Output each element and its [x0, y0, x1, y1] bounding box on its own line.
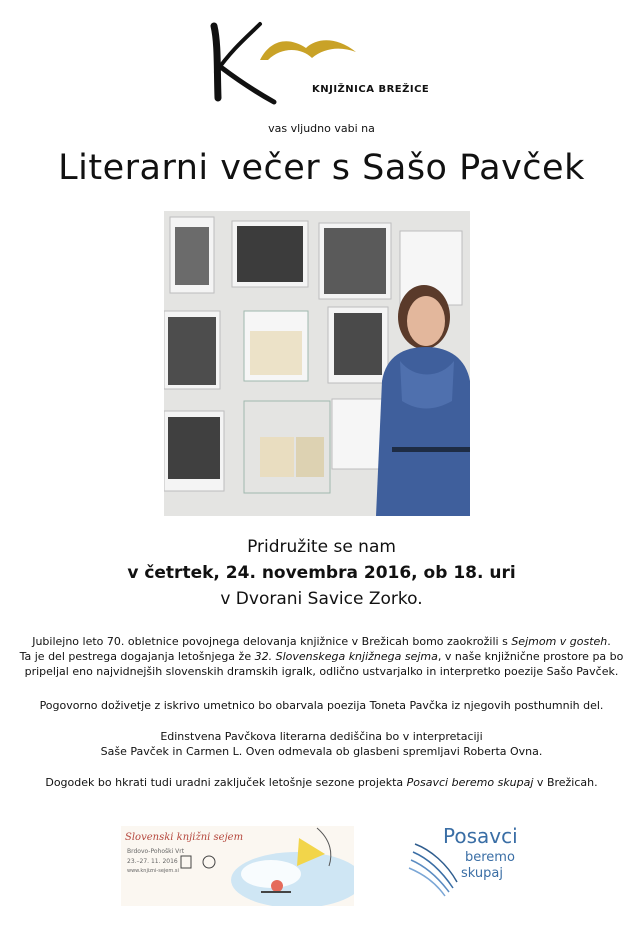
sejem-title: Slovenski knjižni sejem [125, 832, 244, 843]
sejem-v-gosteh-italic: Sejmom v gosteh [511, 635, 608, 648]
page-title: Literarni večer s Sašo Pavček [58, 148, 585, 188]
skupaj-word: skupaj [461, 866, 503, 881]
posavci-word: Posavci [443, 824, 518, 848]
p1-line1-text: Jubilejno leto 70. obletnice povojnega delovanja knjižnice v Brežicah bomo zaokrožili s [32, 635, 512, 648]
event-photo [164, 211, 470, 516]
p1-line2-text: Ta je del pestrega dogajanja letošnjega že [19, 650, 255, 663]
posavci-beremo-skupaj-italic: Posavci beremo skupaj [406, 776, 534, 789]
event-venue: v Dvorani Savice Zorko. [220, 589, 423, 609]
p4-text: Dogodek bo hkrati tudi uradni zaključek letošnje sezone projekta [45, 776, 407, 789]
p4-end: v Brežicah. [533, 776, 598, 789]
sejem-url: www.knjizni-sejem.si [127, 868, 179, 874]
join-line: Pridružite se nam [247, 537, 396, 557]
sejem-subtitle: Brdovo-Pohoški Vrt [127, 848, 185, 855]
p1-line3-text: pripeljal eno najvidnejših slovenskih dramskih igralk, odlično ustvarjalko in interpretko poezije Sašo Pavček. [24, 665, 619, 678]
paragraph-poetry: Pogovorno doživetje z iskrivo umetnico bo obarvala poezija Toneta Pavčka iz njegovih posthumnih del. [39, 699, 604, 712]
p1-line2-end: , v naše knjižnične prostore pa bo [437, 650, 624, 663]
paragraph-closing [0, 775, 643, 790]
sejem-dates: 23.–27. 11. 2016 [127, 858, 178, 865]
paragraph-legacy [0, 729, 643, 759]
paragraph-jubilee [0, 634, 643, 679]
beremo-word: beremo [465, 850, 515, 865]
p1-line1-end: . [607, 635, 611, 648]
logo-text: KNJIŽNICA BREŽICE [312, 84, 430, 95]
p3-line1-text: Edinstvena Pavčkova literarna dediščina bo v interpretaciji [160, 730, 483, 743]
p3-line2-text: Saše Pavček in Carmen L. Oven odmevala ob glasbeni spremljavi Roberta Ovna. [100, 745, 543, 758]
event-date: v četrtek, 24. novembra 2016, ob 18. uri [127, 563, 516, 583]
knjizni-sejem-italic: 32. Slovenskega knjižnega sejma [254, 650, 438, 663]
posavci-beremo-skupaj-logo [407, 822, 547, 902]
invite-line: vas vljudno vabi na [268, 122, 375, 135]
knjizni-sejem-logo [121, 826, 354, 906]
